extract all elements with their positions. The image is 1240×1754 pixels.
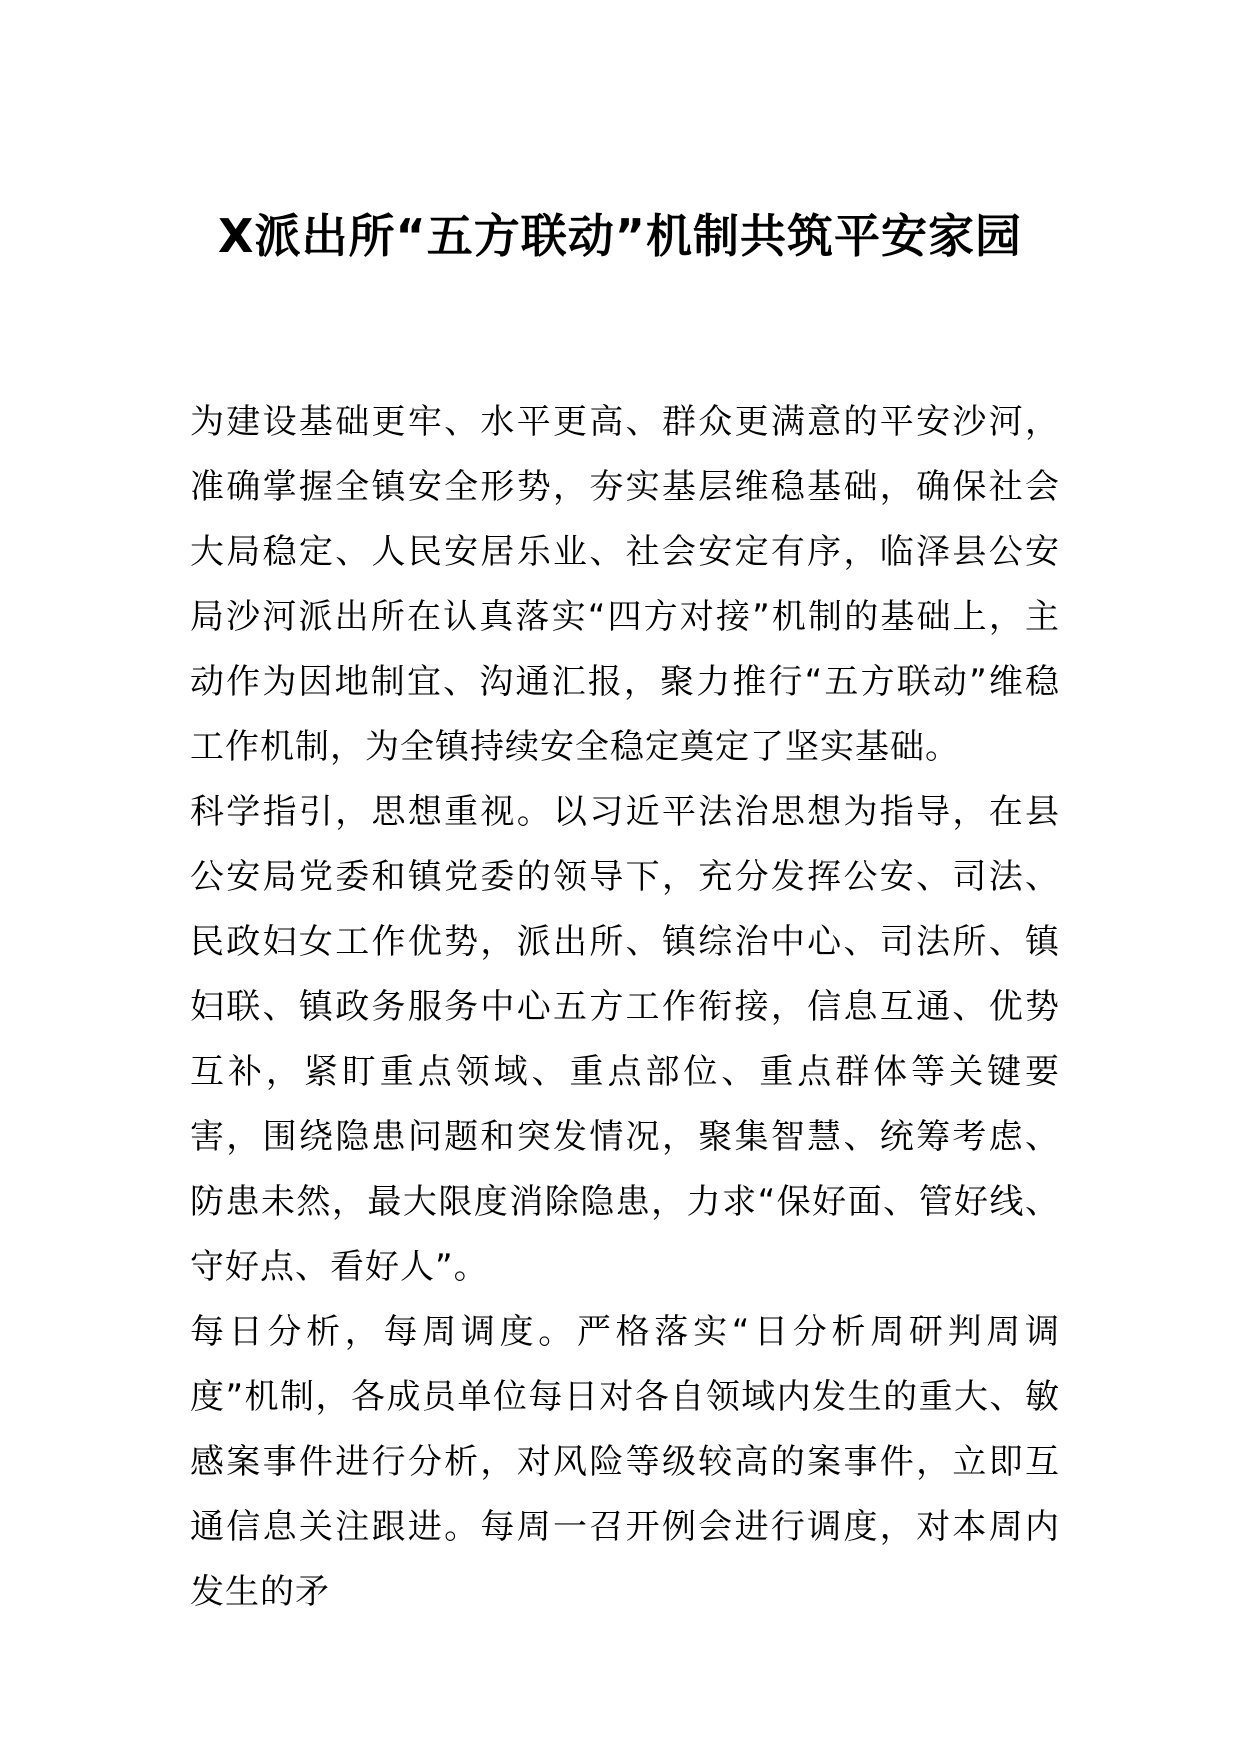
- document-title: X派出所“五方联动”机制共筑平安家园: [218, 209, 1022, 263]
- paragraph-daily-analysis: 每日分析，每周调度。严格落实“日分析周研判周调度”机制，各成员单位每日对各自领域内发生的重大、敏感案事件进行分析，对风险等级较高的案事件，立即互通信息关注跟进。每周一召开例会进行调度，对本周内发生的矛: [190, 1312, 1060, 1612]
- paragraph-intro: 为建设基础更牢、水平更高、群众更满意的平安沙河，准确掌握全镇安全形势，夯实基层维稳基础，确保社会大局稳定、人民安居乐业、社会安定有序，临泽县公安局沙河派出所在认真落实“四方对接”机制的基础上，主动作为因地制宜、沟通汇报，聚力推行“五方联动”维稳工作机制，为全镇持续安全稳定奠定了坚实基础。: [190, 402, 1060, 767]
- document-body: [190, 390, 1060, 1625]
- paragraph-scientific-guidance: 科学指引，思想重视。以习近平法治思想为指导，在县公安局党委和镇党委的领导下，充分发挥公安、司法、民政妇女工作优势，派出所、镇综治中心、司法所、镇妇联、镇政务服务中心五方工作衔接，信息互通、优势互补，紧盯重点领域、重点部位、重点群体等关键要害，围绕隐患问题和突发情况，聚集智慧、统筹考虑、防患未然，最大限度消除隐患，力求“保好面、管好线、守好点、看好人”。: [190, 792, 1060, 1287]
